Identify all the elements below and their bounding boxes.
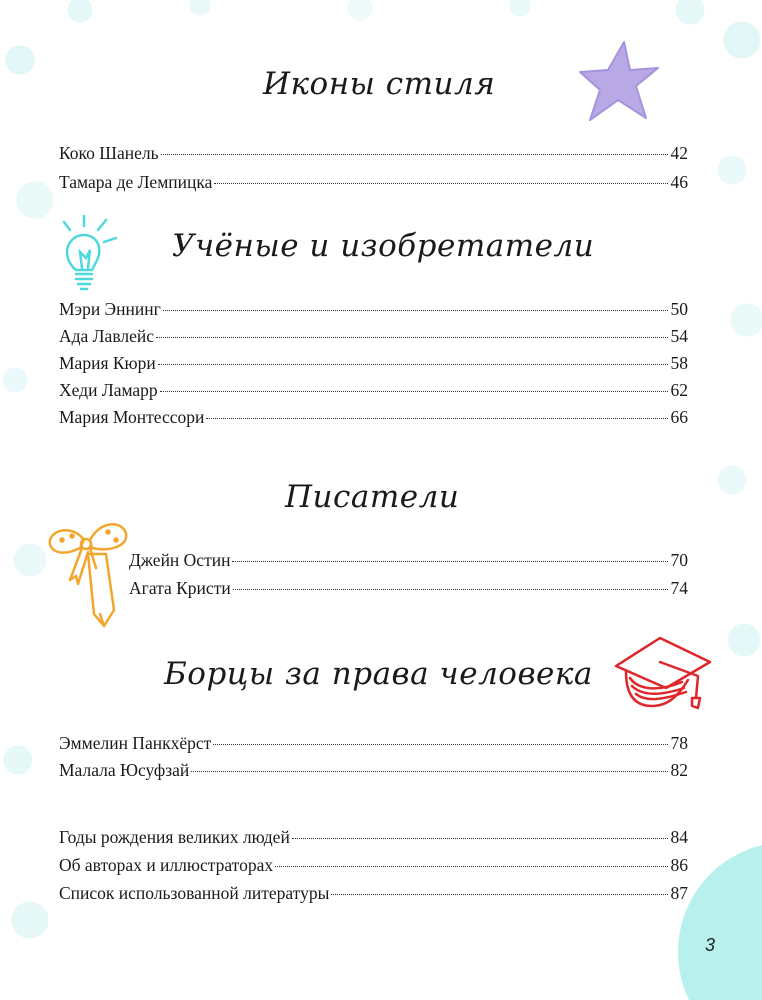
dot-leader: [191, 771, 667, 772]
entry-title: Ада Лавлейс: [59, 326, 154, 346]
toc-entry[interactable]: [59, 882, 688, 904]
entry-page: 78: [670, 733, 688, 753]
dot-leader: [161, 154, 668, 155]
entry-title: Мария Монтессори: [59, 407, 205, 427]
entry-title: Эммелин Панкхёрст: [59, 733, 212, 753]
dot-leader: [214, 183, 667, 184]
floral-border-left: [0, 0, 58, 1000]
toc-entry[interactable]: [129, 549, 688, 571]
dot-leader: [292, 838, 668, 839]
toc-entry[interactable]: [59, 352, 688, 374]
dot-leader: [160, 391, 668, 392]
lightbulb-icon: [54, 212, 120, 299]
entry-title: Хеди Ламарр: [59, 380, 158, 400]
toc-entry[interactable]: [59, 406, 688, 428]
toc-entry[interactable]: [129, 577, 688, 599]
dot-leader: [158, 364, 668, 365]
toc-entry[interactable]: [59, 142, 688, 164]
dot-leader: [233, 589, 668, 590]
entry-page: 66: [670, 407, 688, 427]
toc-entry[interactable]: [59, 732, 688, 754]
entry-title: Мэри Эннинг: [59, 299, 161, 319]
entry-page: 50: [670, 299, 688, 319]
section-heading-writers: Писатели: [285, 479, 460, 515]
entry-title: Коко Шанель: [59, 143, 159, 163]
entry-title: Джейн Остин: [129, 550, 231, 570]
toc-entry[interactable]: [59, 171, 688, 193]
section-heading-scientists: Учёные и изобретатели: [172, 228, 595, 264]
toc-entry[interactable]: [59, 379, 688, 401]
entry-page: 87: [670, 883, 688, 903]
dot-leader: [331, 894, 667, 895]
entry-title: Список использованной литературы: [59, 883, 330, 903]
dot-leader: [206, 418, 667, 419]
entry-title: Годы рождения великих людей: [59, 827, 290, 847]
entry-page: 84: [670, 827, 688, 847]
graduation-cap-icon: [612, 632, 714, 721]
dot-leader: [156, 337, 668, 338]
bow-pencil-icon: [44, 514, 134, 637]
entry-title: Агата Кристи: [129, 578, 231, 598]
entry-page: 62: [670, 380, 688, 400]
dot-leader: [163, 310, 668, 311]
star-icon: [578, 38, 660, 127]
toc-entry[interactable]: [59, 826, 688, 848]
entry-page: 46: [670, 172, 688, 192]
toc-entry[interactable]: [59, 298, 688, 320]
entry-title: Мария Кюри: [59, 353, 156, 373]
page-number: 3: [704, 935, 715, 955]
entry-page: 58: [670, 353, 688, 373]
dot-leader: [232, 561, 667, 562]
dot-leader: [275, 866, 667, 867]
entry-page: 74: [670, 578, 688, 598]
corner-blob: [678, 842, 762, 1000]
section-heading-style-icons: Иконы стиля: [263, 66, 496, 102]
entry-page: 42: [670, 143, 688, 163]
entry-title: Тамара де Лемпицка: [59, 172, 213, 192]
entry-title: Об авторах и иллюстраторах: [59, 855, 274, 875]
entry-page: 86: [670, 855, 688, 875]
dot-leader: [213, 744, 667, 745]
toc-entry[interactable]: [59, 325, 688, 347]
entry-page: 54: [670, 326, 688, 346]
entry-page: 70: [670, 550, 688, 570]
toc-entry[interactable]: [59, 759, 688, 781]
entry-page: 82: [670, 760, 688, 780]
section-heading-human-rights: Борцы за права человека: [164, 656, 593, 692]
toc-entry[interactable]: [59, 854, 688, 876]
floral-border-top: [0, 0, 762, 40]
entry-title: Малала Юсуфзай: [59, 760, 190, 780]
